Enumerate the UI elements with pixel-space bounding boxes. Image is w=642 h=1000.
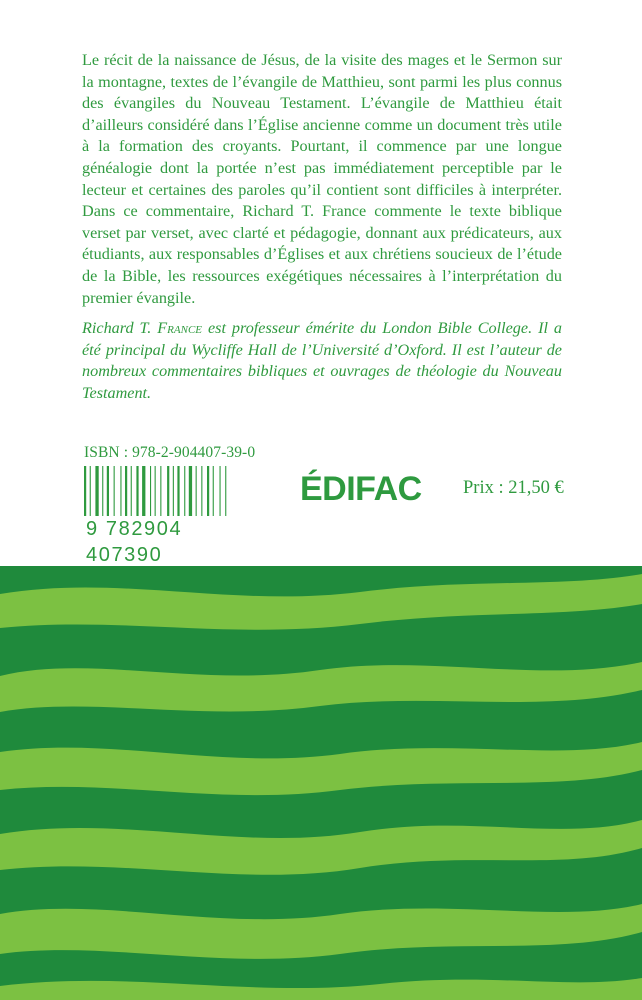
isbn-label: ISBN : 978-2-904407-39-0 <box>84 444 256 461</box>
author-last-name: France <box>157 319 203 337</box>
author-bio-text: est professeur émérite du London Bible College. Il a été principal du Wycliffe Hall de l’Université d’Oxford. Il est l’auteur de nombreux commentaires bibliques et ouvrages de théologie du Nouveau Testament. <box>82 319 563 402</box>
wave-pattern <box>0 566 642 1000</box>
author-first-name: Richard T. <box>82 319 152 337</box>
author-bio <box>82 318 562 404</box>
publisher-logo: ÉDIFAC <box>300 470 422 508</box>
back-cover-summary: Le récit de la naissance de Jésus, de la visite des mages et le Sermon sur la montagne, textes de l’évangile de Matthieu, sont parmi les plus connus des évangiles du Nouveau Testament. L’évangile de Matthieu était d’ailleurs considéré dans l’Église ancienne comme un document très utile à la formation des croyants. Pourtant, il commence par une longue généalogie dont la portée n’est pas immédiatement perceptible par le lecteur et certaines des paroles qu’il contient sont difficiles à interpréter. Dans ce commentaire, Richard T. France commente le texte biblique verset par verset, avec clarté et pédagogie, donnant aux prédicateurs, aux étudiants, aux responsables d’Églises et aux chrétiens soucieux de l’étude de la Bible, les ressources exégétiques nécessaires à l’interprétation du premier évangile. <box>82 51 562 307</box>
barcode-digits: 9 782904 407390 <box>82 516 252 542</box>
price-label: Prix : 21,50 € <box>463 478 564 498</box>
